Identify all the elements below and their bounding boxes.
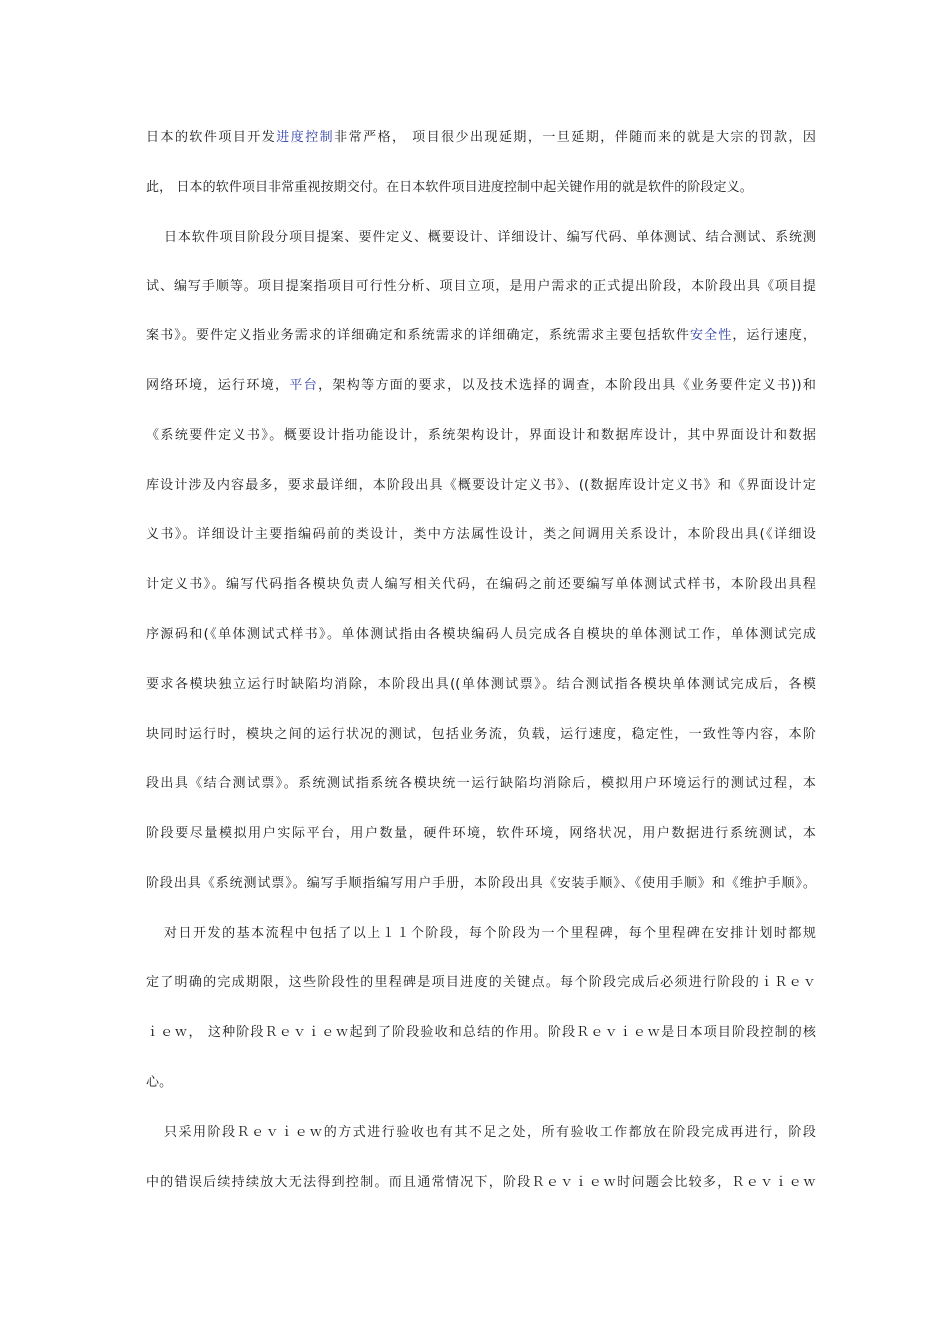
text-segment: 段出具《结合测试票》。系统测试指系统各模块统一运行缺陷均消除后，模拟用户环境运行的测试过程，本	[146, 776, 816, 791]
text-segment: 非常严格， 项目很少出现延期，一旦延期，伴随而来的就是大宗的罚款，因	[334, 130, 816, 145]
text-line	[146, 376, 816, 396]
text-segment: 此， 日本的软件项目非常重视按期交付。在日本软件项目进度控制中起关键作用的就是软件的阶段定义。	[146, 180, 753, 195]
text-segment: 计定义书》。编写代码指各模块负责人编写相关代码，在编码之前还要编写单体测试式样书，本阶段出具程	[146, 577, 816, 592]
text-line	[146, 973, 816, 993]
text-segment: 序源码和(《单体测试式样书》。单体测试指由各模块编码人员完成各自模块的单体测试工作，单体测试完成	[146, 627, 816, 642]
text-segment: 只采用阶段Ｒｅｖｉｅｗ的方式进行验收也有其不足之处，所有验收工作都放在阶段完成再进行，阶段	[164, 1125, 816, 1140]
text-line	[146, 874, 816, 894]
text-line	[146, 128, 816, 148]
text-segment: 义书》。详细设计主要指编码前的类设计，类中方法属性设计，类之间调用关系设计，本阶段出具(《详细设	[146, 527, 816, 542]
inline-link[interactable]: 进度控制	[276, 130, 335, 145]
text-segment: 要求各模块独立运行时缺陷均消除，本阶段出具((单体测试票》。结合测试指各模块单体测试完成后，各模	[146, 677, 816, 692]
text-segment: ，架构等方面的要求，以及技术选择的调查，本阶段出具《业务要件定义书))和	[318, 378, 816, 393]
text-line	[146, 426, 816, 446]
text-line	[164, 228, 816, 248]
text-line	[146, 525, 816, 545]
text-segment: 日本的软件项目开发	[146, 130, 277, 145]
text-line	[146, 326, 816, 346]
text-segment: 阶段出具《系统测试票》。编写手顺指编写用户手册，本阶段出具《安装手顺》、《使用手顺》和《维护手顺》。	[146, 876, 816, 891]
inline-link[interactable]: 安全性	[689, 328, 733, 343]
text-segment: 网络环境，运行环境，	[146, 378, 290, 393]
text-line	[164, 924, 816, 944]
text-segment: 日本软件项目阶段分项目提案、要件定义、概要设计、详细设计、编写代码、单体测试、结合测试、系统测	[164, 230, 816, 245]
text-line	[146, 575, 816, 595]
text-segment: 对日开发的基本流程中包括了以上１１个阶段，每个阶段为一个里程碑，每个里程碑在安排计划时都规	[164, 926, 816, 941]
text-line	[146, 476, 816, 496]
text-segment: 试、编写手顺等。项目提案指项目可行性分析、项目立项，是用户需求的正式提出阶段，本阶段出具《项目提	[146, 279, 816, 294]
text-line	[146, 625, 816, 645]
text-segment: 中的错误后续持续放大无法得到控制。而且通常情况下，阶段Ｒｅｖｉｅｗ时问题会比较多，Ｒｅｖｉｅｗ	[146, 1175, 816, 1190]
text-segment: 心。	[146, 1075, 173, 1090]
text-line	[146, 1173, 816, 1193]
text-segment: 案书》。要件定义指业务需求的详细确定和系统需求的详细确定，系统需求主要包括软件	[146, 328, 690, 343]
text-line	[146, 178, 816, 198]
text-line	[146, 774, 816, 794]
text-segment: ｉｅｗ， 这种阶段Ｒｅｖｉｅｗ起到了阶段验收和总结的作用。阶段Ｒｅｖｉｅｗ是日本项目阶段控制的核	[146, 1025, 816, 1040]
text-segment: 定了明确的完成期限，这些阶段性的里程碑是项目进度的关键点。每个阶段完成后必须进行阶段的ｉＲｅｖ	[146, 975, 816, 990]
text-line	[164, 1123, 816, 1143]
text-line	[146, 675, 816, 695]
inline-link[interactable]: 平台	[289, 378, 319, 393]
text-line	[146, 277, 816, 297]
text-segment: ，运行速度，	[732, 328, 816, 343]
text-line	[146, 1073, 816, 1093]
text-segment: 块同时运行时，模块之间的运行状况的测试，包括业务流，负载，运行速度，稳定性，一致性等内容，本阶	[146, 727, 816, 742]
text-segment: 《系统要件定义书》。概要设计指功能设计，系统架构设计，界面设计和数据库设计，其中界面设计和数据	[146, 428, 816, 443]
text-line	[146, 824, 816, 844]
text-segment: 阶段要尽量模拟用户实际平台，用户数量，硬件环境，软件环境，网络状况，用户数据进行系统测试，本	[146, 826, 816, 841]
text-line	[146, 725, 816, 745]
text-line	[146, 1023, 816, 1043]
text-segment: 库设计涉及内容最多，要求最详细，本阶段出具《概要设计定义书》、((数据库设计定义书》和《界面设计定	[146, 478, 816, 493]
